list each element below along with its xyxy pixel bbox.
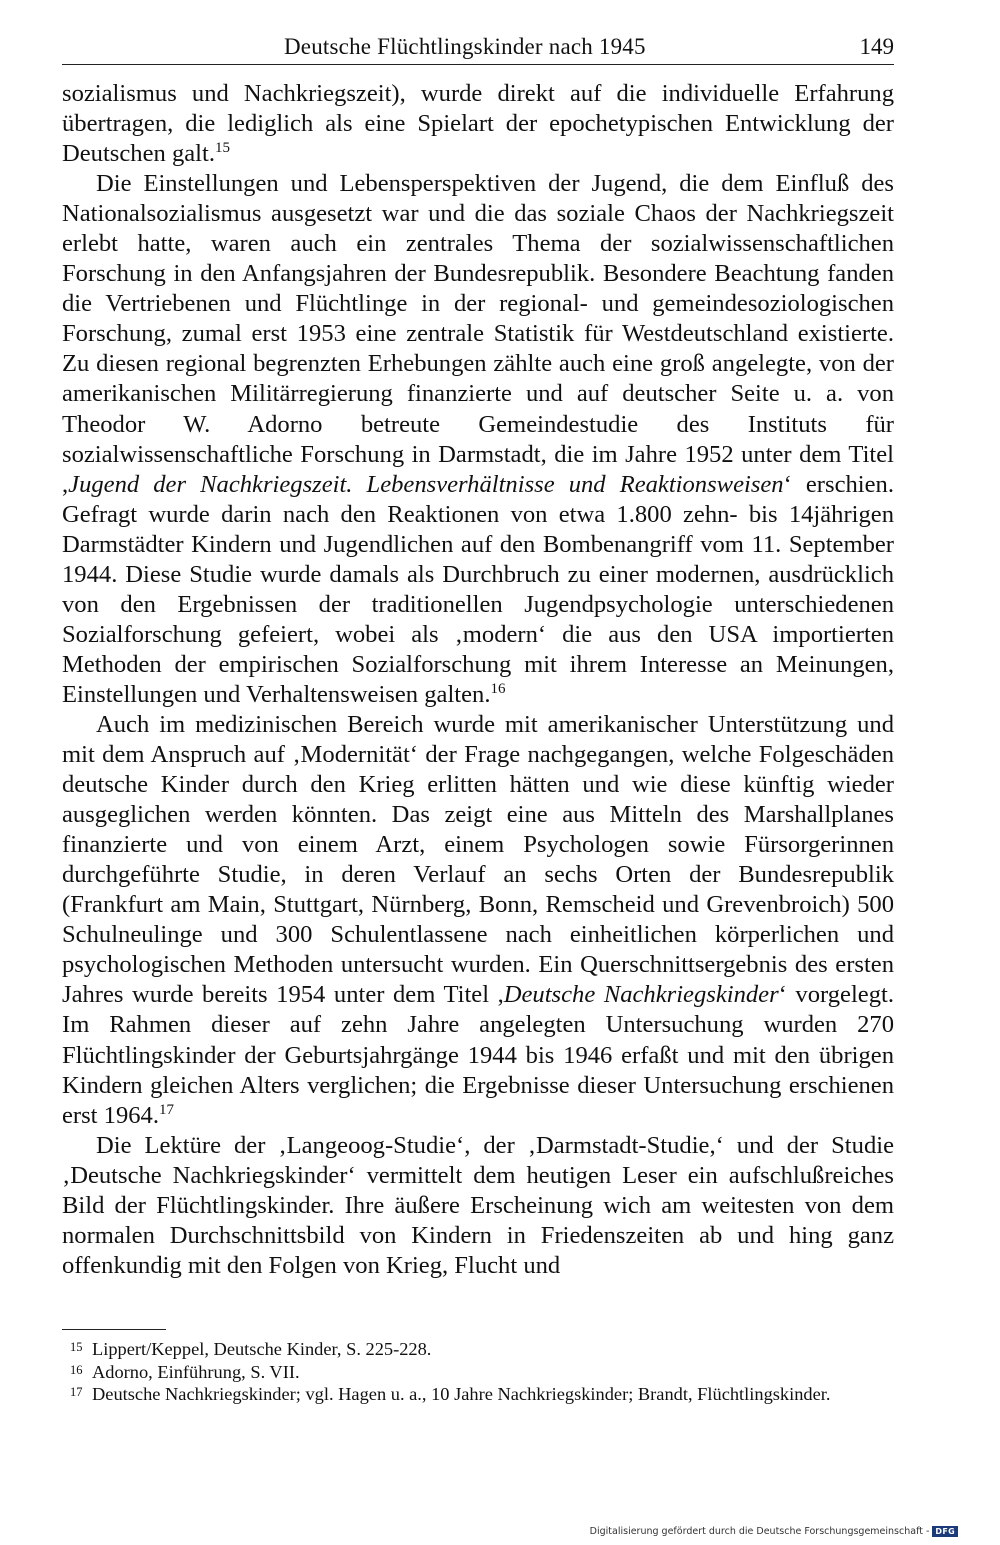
footnote-ref: 16 <box>490 680 506 697</box>
footnote-ref: 17 <box>159 1101 174 1118</box>
running-title: Deutsche Flüchtlingskinder nach 1945 <box>284 34 646 59</box>
paragraph-text: ‘ erschien. Gefragt wurde darin nach den Reaktionen von etwa 1.800 zehn- bis 14jährigen Darmstädter Kindern und Jugendlichen auf den Bombenangriff vom 11. September 1944. Diese Studie wurde damals als Durchbruch zu einer modernen, ausdrücklich von den Ergebnissen der traditionellen Jugendpsychologie unterschiedenen Sozialforschung gefeiert, wobei als ‚modern‘ die aus den USA importierten Methoden der empirischen Sozialforschung mit ihrem Interesse an Meinungen, Einstellungen und Verhaltensweisen galten. <box>62 470 894 708</box>
footnote-text: Adorno, Einführung, S. VII. <box>92 1361 300 1382</box>
footnote-ref: 15 <box>214 140 230 157</box>
paragraph-text: Die Lektüre der ‚Langeoog-Studie‘, der ‚Darmstadt-Studie,‘ und der Studie ‚Deutsche Nachkriegskinder‘ vermittelt dem heutigen Leser ein aufschlußreiches Bild der Flüchtlingskinder. Ihre äußere Erscheinung wich am weitesten von dem normalen Durchschnittsbild von Kindern in Friedenszeiten ab und hing ganz offenkundig mit den Folgen von Krieg, Flucht und <box>62 1131 894 1279</box>
digitization-credit <box>590 1526 958 1537</box>
footnote <box>62 1361 894 1384</box>
paragraph <box>62 169 894 710</box>
paragraph-text: ‘ vorgelegt. Im Rahmen dieser auf zehn Jahre angelegten Untersuchung wurden 270 Flüchtlingskinder der Geburtsjahrgänge 1944 bis 1946 erfaßt und mit den übrigen Kindern gleichen Alters verglichen; die Ergebnisse dieser Untersuchung erschienen erst 1964. <box>62 981 895 1129</box>
footnote <box>62 1383 894 1406</box>
footnote-text: Deutsche Nachkriegskinder; vgl. Hagen u. a., 10 Jahre Nachkriegskinder; Brandt, Flüchtlingskinder. <box>92 1384 831 1404</box>
paragraph <box>62 79 894 169</box>
footnote-number: 17 <box>70 1385 83 1399</box>
credit-text: Digitalisierung gefördert durch die Deutsche Forschungsgemeinschaft - <box>589 1526 930 1537</box>
body-text <box>62 79 894 1281</box>
footnote-divider <box>62 1329 166 1330</box>
footnote-number: 16 <box>70 1362 83 1377</box>
publication-title: Jugend der Nachkriegszeit. Lebensverhältnisse und Reaktionsweisen <box>68 470 784 498</box>
paragraph <box>62 710 894 1131</box>
running-header <box>62 30 894 65</box>
paragraph <box>62 1131 894 1281</box>
footnotes <box>62 1338 894 1406</box>
footnote <box>62 1338 894 1361</box>
publication-title: Deutsche Nachkriegskinder <box>503 981 779 1009</box>
paragraph-text: sozialismus und Nachkriegszeit), wurde direkt auf die individuelle Erfahrung übertragen, die lediglich als eine Spielart der epochetypischen Entwicklung der Deutschen galt. <box>62 80 894 168</box>
footnote-number: 15 <box>70 1340 83 1354</box>
paragraph-text: Die Einstellungen und Lebensperspektiven der Jugend, die dem Einfluß des Nationalsozialismus ausgesetzt war und die das soziale Chaos der Nachkriegszeit erlebt hatte, waren auch ein zentrales Thema der sozialwissenschaftlichen Forschung in den Anfangsjahren der Bundesrepublik. Besondere Beachtung fanden die Vertriebenen und Flüchtlinge in der regional- und gemeindesoziologischen Forschung, zumal erst 1953 eine zentrale Statistik für Westdeutschland existierte. Zu diesen regional begrenzten Erhebungen zählte auch eine groß angelegte, von der amerikanischen Militärregierung finanzierte und auf deutscher Seite u. a. von Theodor W. Adorno betreute Gemeindestudie des Instituts für sozialwissenschaftliche Forschung in Darmstadt, die im Jahre 1952 unter dem Titel , <box>62 170 894 498</box>
footnote-text: Lippert/Keppel, Deutsche Kinder, S. 225-228. <box>92 1339 432 1359</box>
dfg-logo-icon: DFG <box>932 1526 958 1537</box>
page-number: 149 <box>859 34 894 59</box>
paragraph-text: Auch im medizinischen Bereich wurde mit amerikanischer Unterstützung und mit dem Anspruch auf ‚Modernität‘ der Frage nachgegangen, welche Folgeschäden deutsche Kinder durch den Krieg erlitten hätten und wie diese künftig wieder ausgeglichen werden könnten. Das zeigt eine aus Mitteln des Marshallplanes finanzierte und von einem Arzt, einem Psychologen sowie Fürsorgerinnen durchgeführte Studie, in deren Verlauf an sechs Orten der Bundesrepublik (Frankfurt am Main, Stuttgart, Nürnberg, Bonn, Remscheid und Grevenbroich) 500 Schulneulinge und 300 Schulentlassene nach einheitlichen körperlichen und psychologischen Methoden untersucht wurden. Ein Querschnittsergebnis des ersten Jahres wurde bereits 1954 unter dem Titel , <box>62 710 894 1009</box>
